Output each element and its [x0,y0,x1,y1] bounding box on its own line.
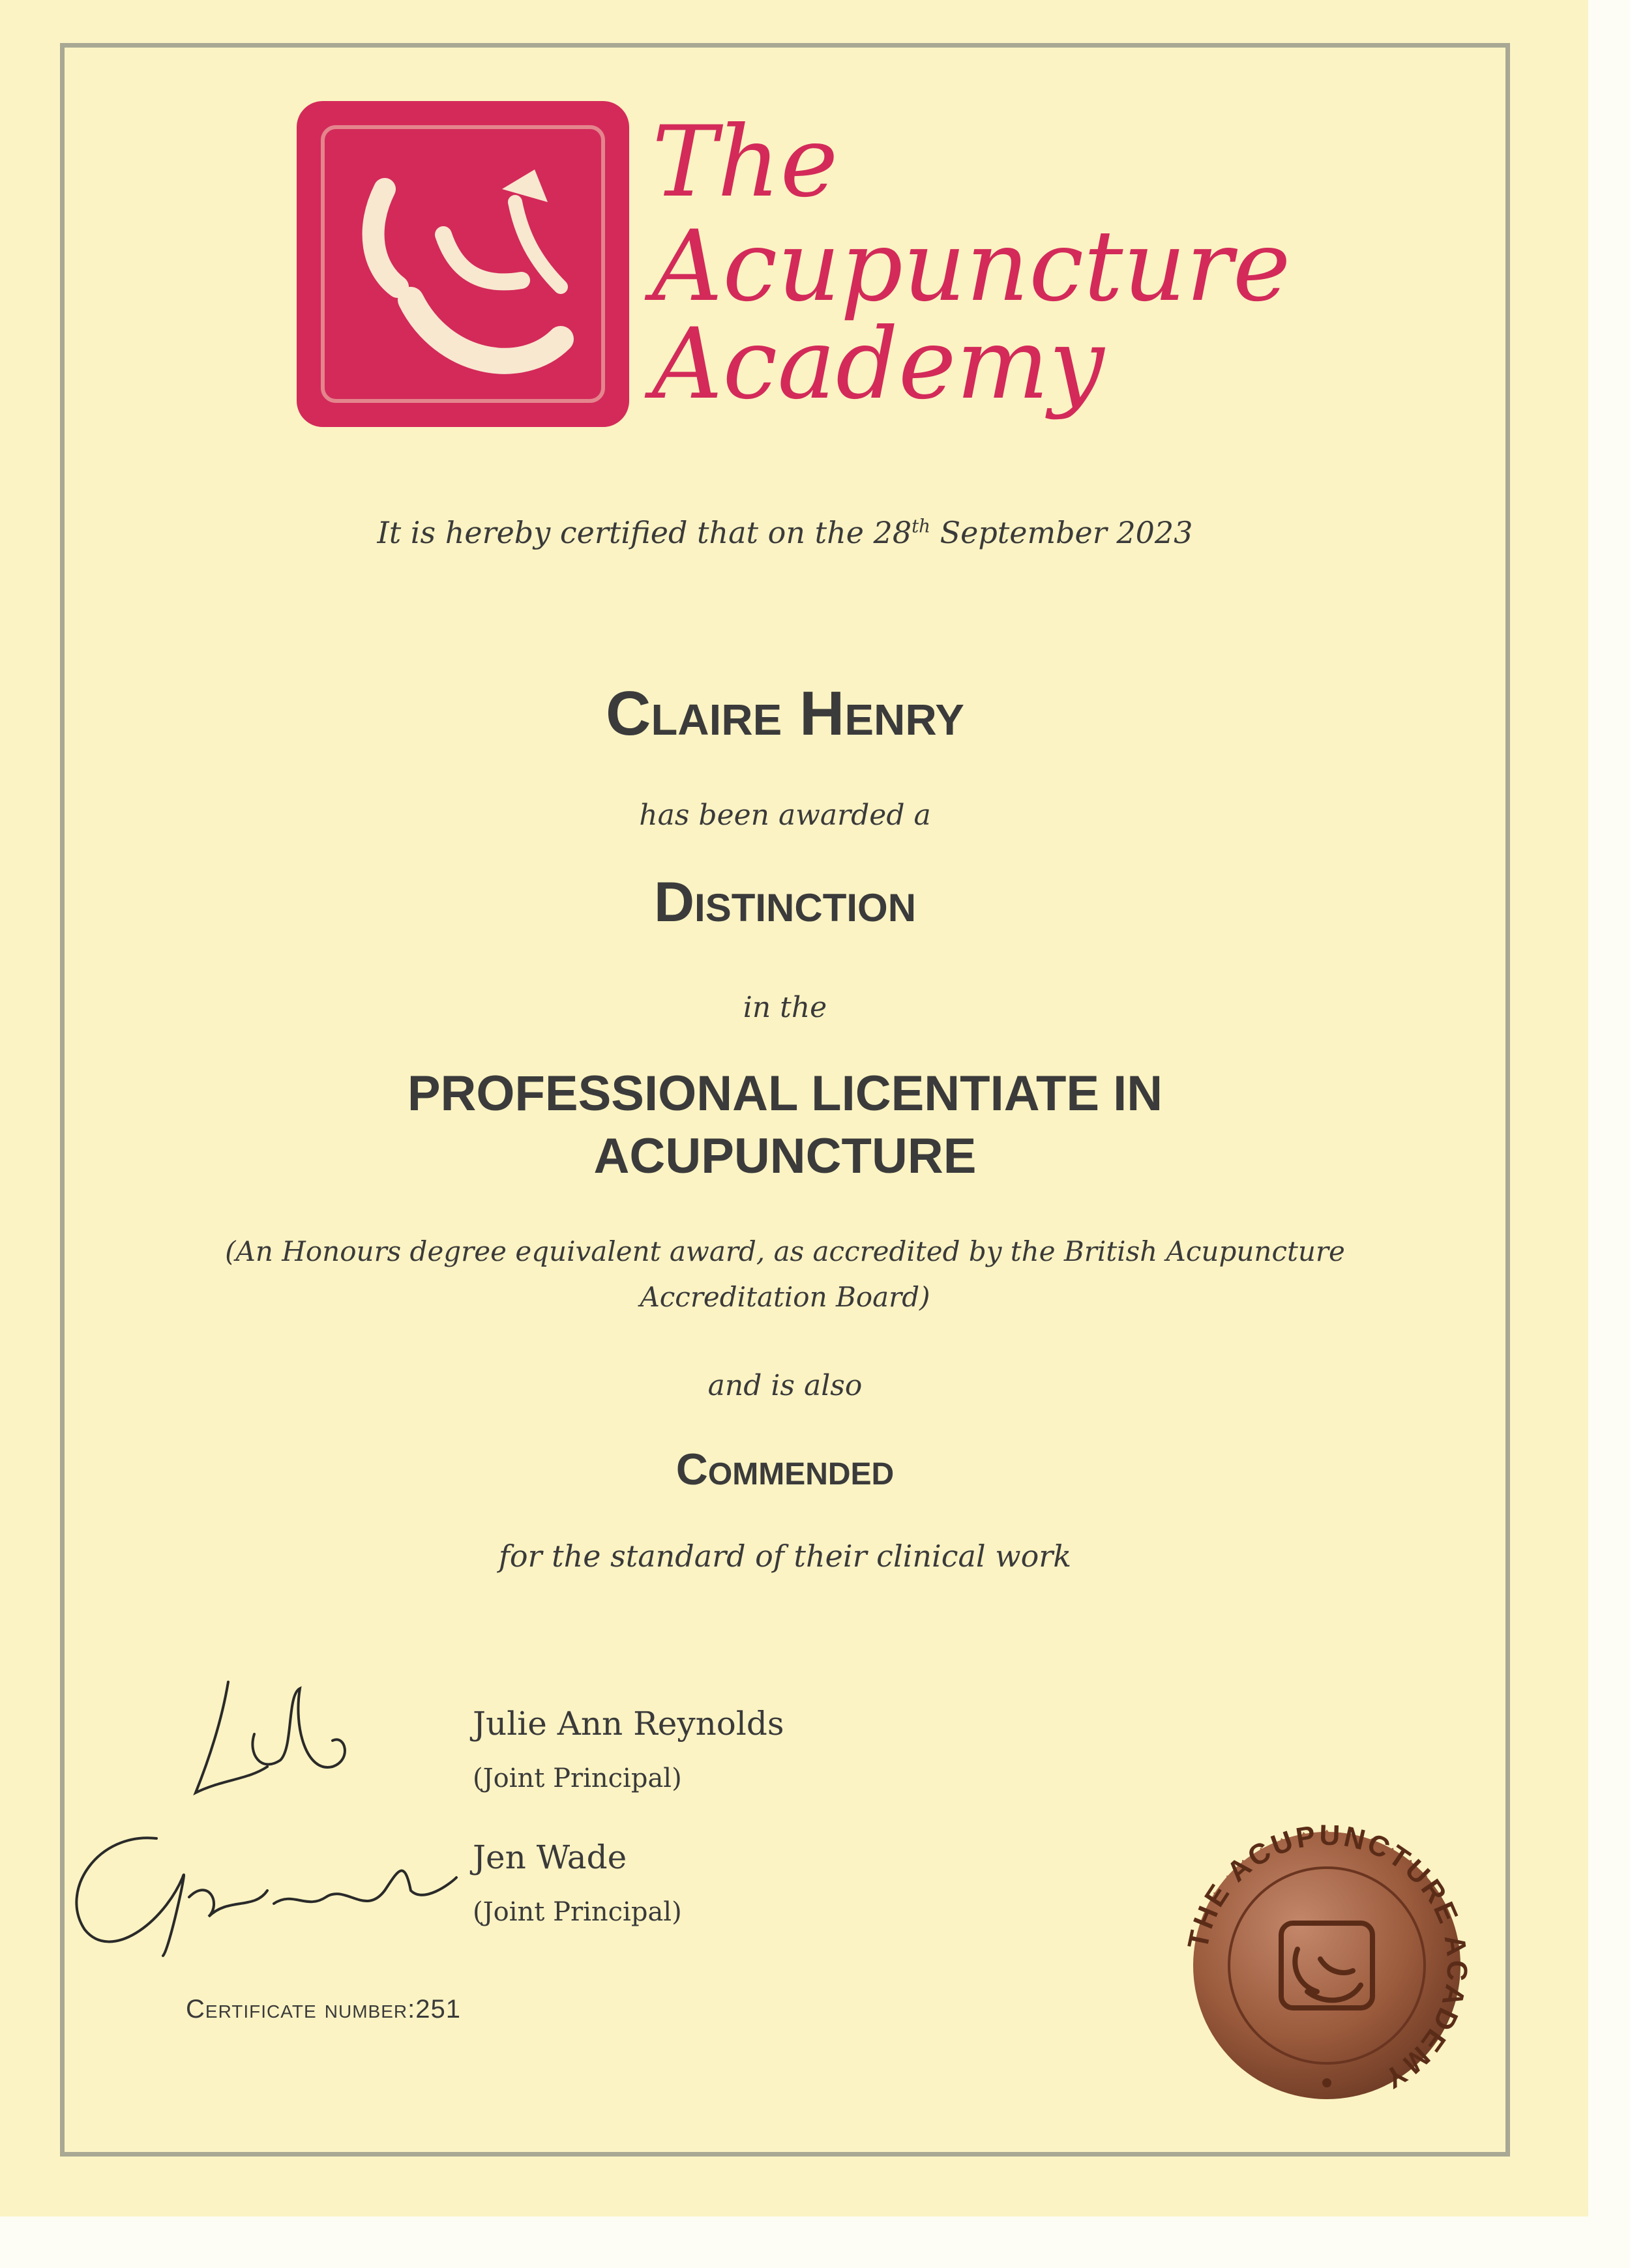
signatory-1-role: (Joint Principal) [473,1763,682,1793]
academy-logo [287,91,1297,443]
logo-word-academy: Academy [652,308,1104,421]
logo-word-acupuncture: Acupuncture [652,210,1291,323]
signatory-2-name: Jen Wade [473,1838,627,1876]
programme-title [60,1063,1510,1188]
programme-title-line2: ACUPUNCTURE [593,1128,977,1184]
academy-seal [1157,1796,1496,2135]
certificate-number-text: Certificate number:251 [186,1995,461,2024]
recipient-name: Claire Henry [606,679,964,748]
intro-date-ordinal: th [911,515,930,537]
accreditation-line1: (An Honours degree equivalent award, as accredited by the British Acupuncture [225,1235,1345,1267]
certification-intro [60,515,1510,550]
signature-jen-wade [59,1819,463,1969]
in-the-text: in the [743,991,827,1024]
signatory-2-role: (Joint Principal) [473,1897,682,1927]
intro-date-prefix: It is hereby certified that on the 28 [377,515,912,550]
accreditation-note [60,1229,1510,1320]
logo-word-the: The [652,106,838,219]
commendation-title: Commended [675,1445,895,1494]
seal-text: THE ACUPUNCTURE ACADEMY [1181,1819,1474,2096]
logo-wordmark [644,106,1291,421]
intro-date-suffix: September 2023 [930,515,1193,550]
commendation-reason: for the standard of their clinical work [498,1539,1072,1574]
also-text: and is also [707,1369,863,1402]
signature-julie-ann-reynolds [183,1669,398,1799]
award-title: Distinction [653,871,917,934]
accreditation-line2: Accreditation Board) [640,1281,930,1313]
certificate-number [186,1995,461,2024]
signatory-1-name: Julie Ann Reynolds [473,1705,784,1743]
programme-title-line1: PROFESSIONAL LICENTIATE IN [407,1066,1163,1121]
awarded-text: has been awarded a [639,799,931,832]
logo-stamp [297,101,629,427]
